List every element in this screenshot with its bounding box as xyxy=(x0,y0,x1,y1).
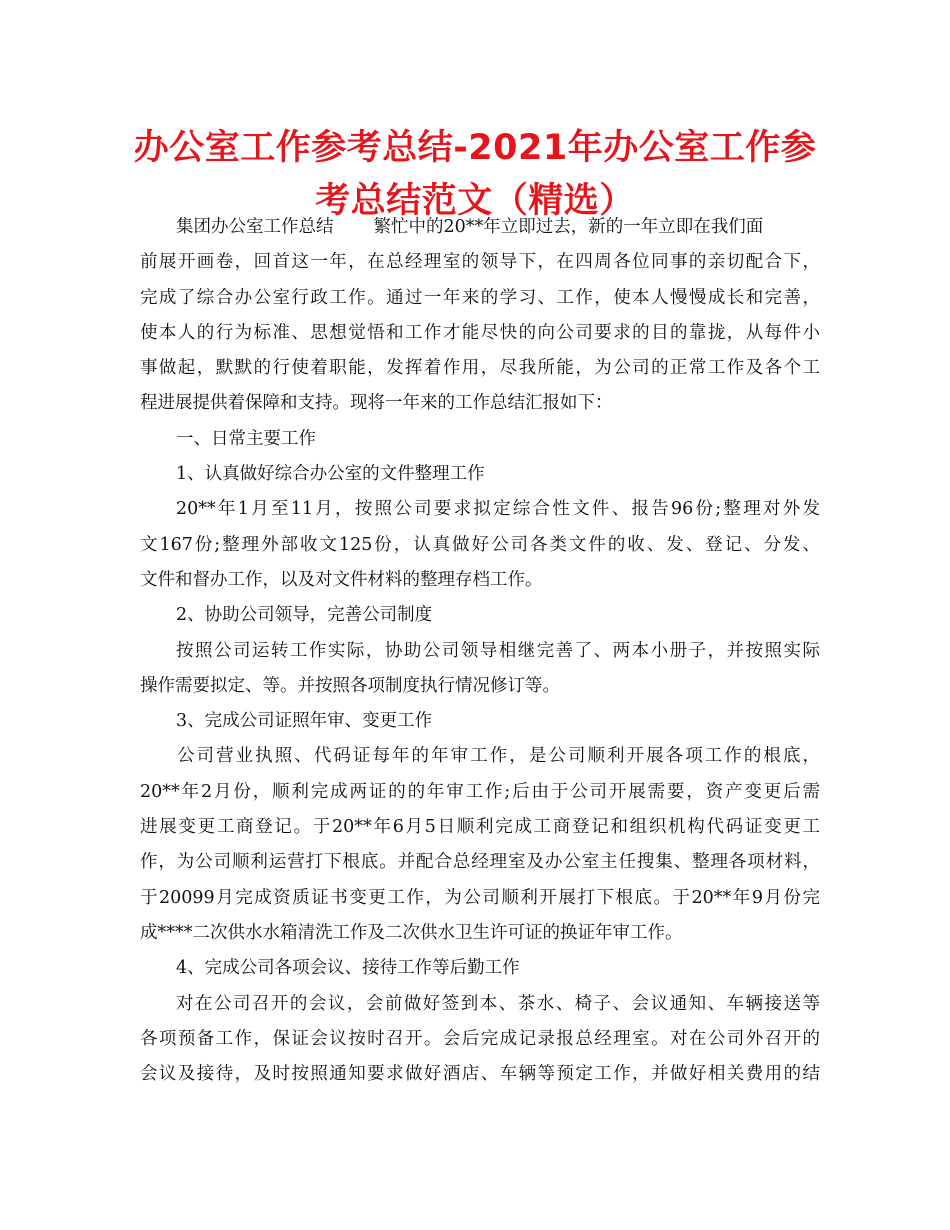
body-line: 对在公司召开的会议，会前做好签到本、茶水、椅子、会议通知、车辆接送等 xyxy=(176,993,820,1014)
body-line: 完成了综合办公室行政工作。通过一年来的学习、工作，使本人慢慢成长和完善， xyxy=(140,287,820,308)
body-line: 操作需要拟定、等。并按照各项制度执行情况修订等。 xyxy=(140,675,560,696)
body-line: 进展变更工商登记。于20**年6月5日顺利完成工商登记和组织机构代码证变更工 xyxy=(140,817,820,838)
body-line: 公司营业执照、代码证每年的年审工作，是公司顺利开展各项工作的根底， xyxy=(177,746,820,767)
section-heading: 一、日常主要工作 xyxy=(176,428,316,449)
body-line: 使本人的行为标准、思想觉悟和工作才能尽快的向公司要求的目的靠拢，从每件小 xyxy=(140,322,820,343)
subsection-heading: 1、认真做好综合办公室的文件整理工作 xyxy=(176,464,485,485)
body-line: 于20099月完成资质证书变更工作，为公司顺利开展打下根底。于20**年9月份完 xyxy=(140,887,820,908)
subsection-heading: 4、完成公司各项会议、接待工作等后勤工作 xyxy=(176,958,520,979)
body-line: 成****二次供水水箱清洗工作及二次供水卫生许可证的换证年审工作。 xyxy=(140,922,683,943)
subsection-heading: 3、完成公司证照年审、变更工作 xyxy=(176,711,433,732)
body-line: 20**年2月份，顺利完成两证的的年审工作;后由于公司开展需要，资产变更后需 xyxy=(140,781,820,802)
body-line: 事做起，默默的行使着职能，发挥着作用，尽我所能，为公司的正常工作及各个工 xyxy=(140,358,820,379)
body-line: 文件和督办工作，以及对文件材料的整理存档工作。 xyxy=(140,569,543,590)
body-line: 文167份;整理外部收文125份，认真做好公司各类文件的收、发、登记、分发、 xyxy=(140,534,820,555)
body-line xyxy=(140,210,820,245)
body-line: 前展开画卷，回首这一年，在总经理室的领导下，在四周各位同事的亲切配合下， xyxy=(140,252,820,273)
body-line: 20**年1月至11月，按照公司要求拟定综合性文件、报告96份;整理对外发 xyxy=(176,499,820,520)
subsection-heading: 2、协助公司领导，完善公司制度 xyxy=(176,605,433,626)
body-line: 按照公司运转工作实际，协助公司领导相继完善了、两本小册子，并按照实际 xyxy=(176,640,820,661)
body-line: 各项预备工作，保证会议按时召开。会后完成记录报总经理室。对在公司外召开的 xyxy=(140,1028,820,1049)
body-line: 会议及接待，及时按照通知要求做好酒店、车辆等预定工作，并做好相关费用的结 xyxy=(140,1064,820,1085)
document-body xyxy=(140,210,820,1092)
document-title: 办公室工作参考总结-2021年办公室工作参考总结范文（精选） xyxy=(133,128,817,221)
body-line: 作，为公司顺利运营打下根底。并配合总经理室及办公室主任搜集、整理各项材料， xyxy=(140,852,820,873)
body-line-text: 繁忙中的20**年立即过去，新的一年立即在我们面 xyxy=(373,217,764,237)
first-line-label: 集团办公室工作总结 xyxy=(176,217,334,237)
body-line: 程进展提供着保障和支持。现将一年来的工作总结汇报如下： xyxy=(140,393,613,414)
